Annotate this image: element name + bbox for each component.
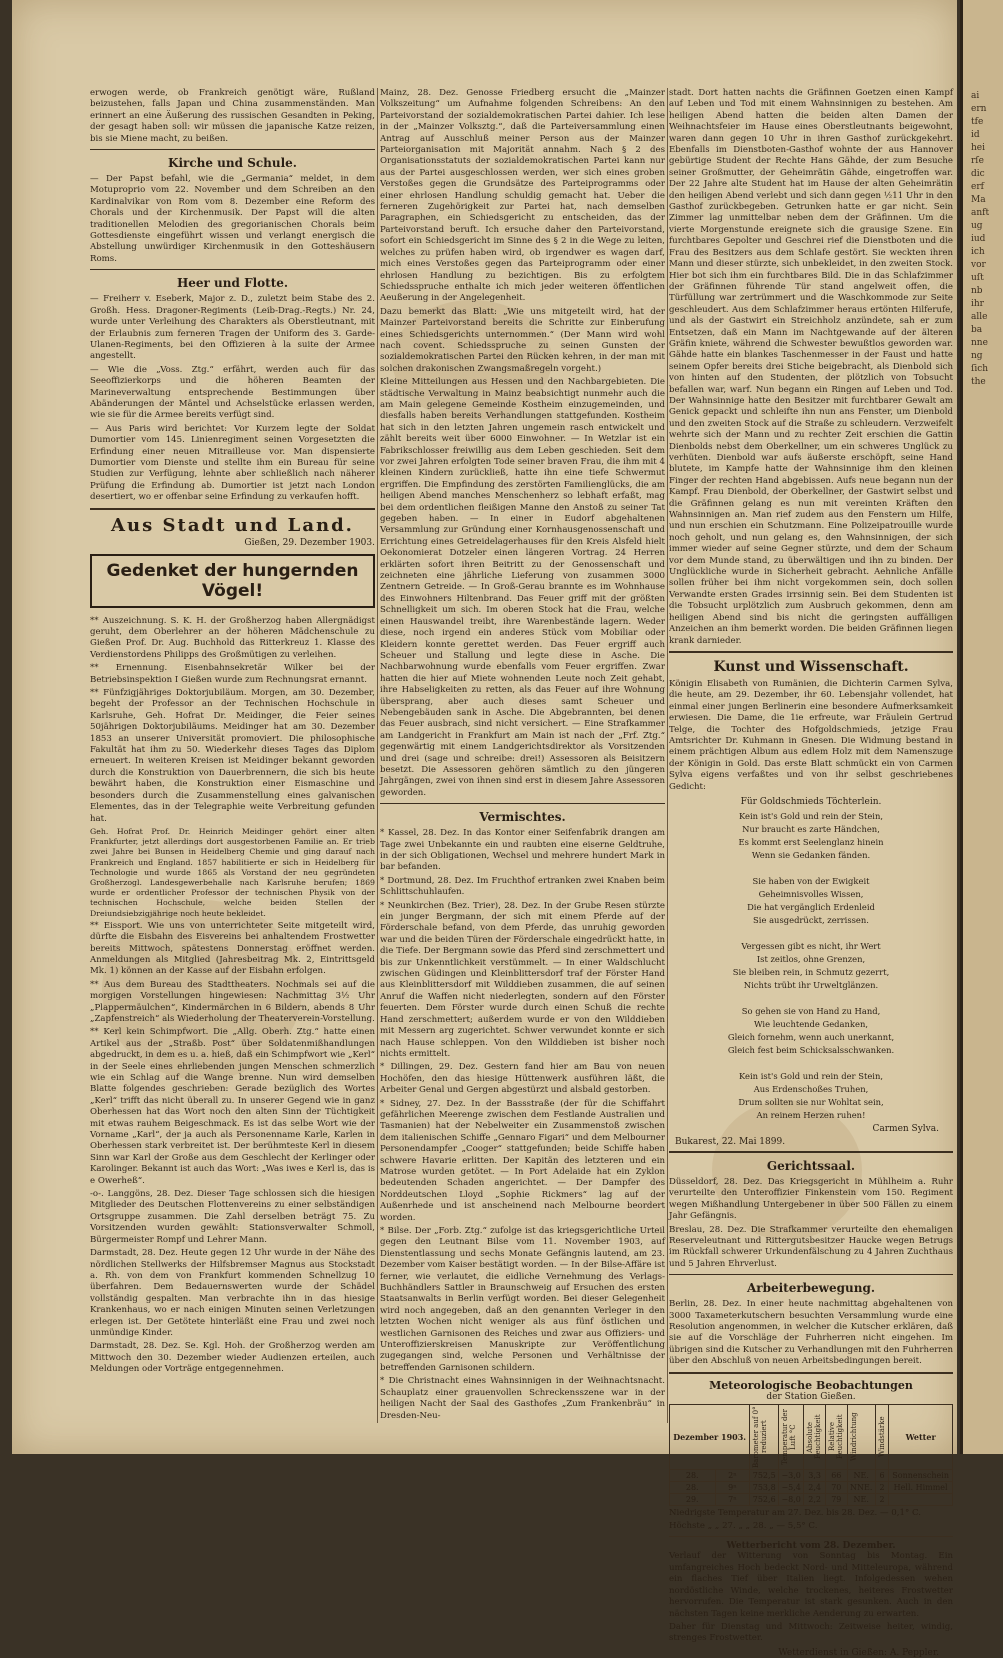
weather-cell: 2ⁿ [715, 1469, 750, 1481]
article-text: * Dillingen, 29. Dez. Gestern fand hier am Bau von neuen Hochöfen, den das hiesige Hüttenwerk ausführen läßt, die Arbeiter Genal und Gergen abgestürzt und alsbald gestorben. [380, 1062, 665, 1096]
edge-fragment: erf [971, 182, 984, 192]
poem-line: An reinem Herzen ruhen! [756, 1109, 866, 1120]
divider [669, 1151, 953, 1153]
weather-col-header: Absolute Feuchtigkeit [804, 1404, 826, 1469]
poem-line: Es kommt erst Seelenglanz hinein [738, 836, 884, 847]
column-3 [669, 88, 953, 1658]
section-heading: Heer und Flotte. [176, 276, 289, 291]
weather-max-temp: Höchste „ „ 27. „ „ 28. „ — 5,5° C. [669, 1521, 818, 1532]
weather-cell: 28. [670, 1481, 716, 1493]
weather-col-header: Relative Feuchtigkeit [825, 1404, 847, 1469]
poem-line: Kein ist's Gold und rein der Stein, [738, 1070, 884, 1081]
weather-cell: 2,4 [804, 1481, 826, 1493]
weather-table-subtitle: der Station Gießen. [766, 1391, 856, 1402]
article-text: — Wie die „Voss. Ztg.“ erfährt, werden auch für das Seeoffizierkorps und die höheren Beamten der Marineverwaltung entsprechende Bestimmungen über Abänderungen der Mäntel und Achselstücke erlassen werden, wie sie für die Armee bereits verfügt sind. [90, 364, 375, 421]
article-text: Berlin, 28. Dez. In einer heute nachmittag abgehaltenen von 3000 Taxameterkutschern besuchten Versammlung wurde eine Resolution angenommen, in welcher die Kutscher erklären, daß sie auf die Vorschläge der Fuhrherren nicht eingehen. Im übrigen sind die Kutscher zu Verhandlungen mit den Fuhrherren über den Abschluß von neuen Arbeitsbedingungen bereit. [669, 1299, 953, 1367]
article-text: ** Eissport. Wie uns von unterrichteter Seite mitgeteilt wird, dürfte die Eisbahn des Eisvereins bei anhaltendem Frostwetter bereits Mittwoch, spätestens Donnerstag eröffnet werden. Anmeldungen als Mitglied (Jahresbeitrag Mk. 2, Eintrittsgeld Mk. 1) können an der Kasse auf der Eisbahn erfolgen. [90, 920, 375, 977]
weather-col-header: Temperatur der Luft °C [779, 1404, 804, 1469]
edge-fragment: dic [971, 169, 985, 179]
article-text: ** Aus dem Bureau des Stadttheaters. Nochmals sei auf die morgigen Vorstellungen hingewiesen: Nachmittag 3½ Uhr „Plappermäulchen“, Kindermärchen in 6 Bildern, abends 8 Uhr „Zapfenstreich“ als Wiederholung der Theaterverein-Vorstellung. [90, 979, 375, 1024]
poem-line: Nichts trübt ihr Urweltglänzen. [743, 979, 879, 990]
section-heading: Kirche und Schule. [168, 156, 297, 171]
edge-fragment: hei [971, 143, 986, 153]
poem-line: Die hat vergänglich Erdenleid [747, 901, 875, 912]
poem-line: Vergessen gibt es nicht, ihr Wert [741, 940, 881, 951]
poem-line: Sie ausgedrückt, zerrissen. [753, 914, 869, 925]
adjacent-page-edge [960, 0, 1003, 1454]
weather-cell [889, 1493, 953, 1505]
weather-cell: 753,8 [750, 1481, 779, 1493]
article-text: stadt. Dort hatten nachts die Gräfinnen Goetzen einen Kampf auf Leben und Tod mit einem Wahnsinnigen zu bestehen. Am heiligen Abend hatten die beiden alten Damen der Weihnachtsfeier im Hause eines Oberstleutnants beigewohnt, waren dann gegen 10 Uhr in ihren Gasthof zurückgekehrt. Ebenfalls im Dienstboten-Gasthof wohnte der aus Hannover gebürtige Student der Rechte Hans Gähde, der zum Besuche seiner Großmutter, der Geheimrätin Gähde, eingetroffen war. Der 22 Jahre alte Student hat im Hause der alten Geheimrätin den heiligen Abend verlebt und sich dann gegen ½11 Uhr in den Gasthof zurückbegeben. Getrunken hatte er gar nicht. Sein Zimmer lag unmittelbar neben dem der Gräfinnen. Um die vierte Morgenstunde ereignete sich die grausige Szene. Ein furchtbares Gepolter und Geschrei rief die Dienstboten und die Frau des Besitzers aus dem Schlafe gestört. Sie weckten ihren Mann und dieser stürzte, sich unbekleidet, in den zweiten Stock. Hier bot sich ihm ein furchtbares Bild. Die in das Schlafzimmer der Gräfinnen führende Tür stand angelweit offen, die Türfüllung war zertrümmert und die Waschkommode zur Seite geschleudert. Aus dem Schlafzimmer heraus ertönten Hilferufe, und als der Gastwirt ein Streichholz anzündete, sah er zum Entsetzen, daß ein Mann im Nachtgewande auf der älteren Gräfin kniete, während die Schwester bewußtlos geworden war. Gähde hatte ein blankes Taschenmesser in der Faust und hatte seinem Opfer bereits drei Stiche beigebracht, als Dienbold sich von hinten auf den Studenten, der plötzlich von Tobsucht befallen war, warf. Nun begann ein Ringen auf Leben und Tod. Der Wahnsinnige hatte den Besitzer mit furchtbarer Gewalt am Genick gepackt und schleifte ihn nun ans Fenster, um Dienbold und den zweiten Stock auf die Straße zu schleudern. Verzweifelt wehrte sich der Mann und zu rechter Zeit erschien die Gattin Dienbolds nebst dem Oberkellner, um ein schweres Unglück zu verhüten. Dienbold war aufs äußerste erschöpft, seine Hand blutete, im Kampfe hatte der Wahnsinnige ihm den kleinen Finger der rechten Hand abgebissen. Aufs neue begann nun der Kampf. Frau Dienbold, der Oberkellner, der Gastwirt selbst und die Gräfinnen gelang es nun mit vereinten Kräften den Wahnsinnigen an. Man rief zudem aus den Fenstern um Hilfe, und nun erschien ein Schutzmann. Eine Polizeipatrouille wurde noch geholt, und nun gelang es, den Wahnsinnigen, der sich immer wieder auf seine Gegner stürzte, und dem der Schaum vor dem Munde stand, zu überwältigen und ihn zu binden. Der Unglückliche wurde in Sicherheit gebracht. Aehnliche Anfälle sollen früher bei ihm nicht vorgekommen sein, doch sollen Verwandte ersten Grades irrsinnig sein. Bei dem Studenten ist die Tobsucht urplötzlich zum Ausbruch gekommen, denn am heiligen Abend sind bis nicht die geringsten auffälligen Anzeichen an ihm bemerkt worden. Die beiden Gräfinnen liegen krank darnieder. [669, 88, 953, 646]
poem-line: Gleich fornehm, wenn auch unerkannt, [727, 1031, 895, 1042]
edge-fragment: iud [971, 234, 986, 244]
weather-col-header: Barometer auf 0° reduziert [750, 1404, 779, 1469]
edge-fragment: ihr [971, 299, 984, 309]
article-text: * Dortmund, 28. Dez. Im Fruchthof ertranken zwei Knaben beim Schlittschuhlaufen. [380, 875, 665, 898]
section-heading: Kunst und Wissenschaft. [713, 658, 909, 675]
weather-cell: NE. [847, 1493, 875, 1505]
article-text: * Neunkirchen (Bez. Trier), 28. Dez. In der Grube Resen stürzte ein junger Bergmann, der sich mit einem Pferde auf der Förderschale befand, von dem Pferde, das unruhig geworden war und die beiden Türen der Förderschale eingedrückt hatte, in die Tiefe. Der Bergmann sowie das Pferd sind zerschmettert und bis zur Unkenntlichkeit verstümmelt. — In einer Waldschlucht zwischen Güdingen und Kleinblittersdorf traf der Förster Hand aus Kleinblittersdorf mit Wilddieben zusammen, die auf seinen Anruf die Waffen nicht niederlegten, sondern auf den Förster feuerten. Dem Förster wurde durch einen Schuß die rechte Hand zerschmettert; außerdem wurde er von den Wilddieben mit Messern arg zugerichtet. Schwer verwundet konnte er sich nach Hause schleppen. Von den Wilddieben ist bisher noch nichts ermittelt. [380, 900, 665, 1059]
article-text: — Freiherr v. Eseberk, Major z. D., zuletzt beim Stabe des 2. Großh. Hess. Dragoner-Regiments (Leib-Drag.-Regts.) Nr. 24, wurde unter Verleihung des Charakters als Oberstleutnant, mit der Erlaubnis zum ferneren Tragen der Uniform des 3. Garde-Ulanen-Regiments, bei den Offizieren à la suite der Armee angestellt. [90, 294, 375, 362]
article-text: erwogen werde, ob Frankreich genötigt wäre, Rußland beizustehen, falls Japan und China zusammenständen. Man erinnert an eine Äußerung des russischen Gesandten in Peking, der gesagt haben soll: wir müssen die japanische Katze reizen, bis sie Miene macht, zu beißen. [90, 88, 375, 144]
edge-fragment: ai [971, 91, 980, 101]
weather-cell: Hell. Himmel [889, 1481, 953, 1493]
poem-line: Sie haben von der Ewigkeit [752, 875, 870, 886]
poem-line: Wie leuchtende Gedanken, [753, 1018, 869, 1029]
section-heading: Aus Stadt und Land. [111, 514, 354, 536]
weather-min-temp: Niedrigste Temperatur am 27. Dez. bis 28. Dez. — 0,1° C. [669, 1507, 921, 1518]
article-text: — Aus Paris wird berichtet: Vor Kurzem legte der Soldat Dumortier vom 145. Linienregiment seinen Vorgesetzten die Erfindung einer neuen Mitrailleuse vor. Man dispensierte Dumortier vom Dienste und stellte ihm ein Bureau für seine Studien zur Verfügung, lehnte aber schließlich nach näherer Prüfung die Erfindung ab. Dumortier ist jetzt nach London desertiert, wo er offenbar seine Erfindung zu verkaufen hofft. [90, 423, 375, 503]
article-text: ** Kerl kein Schimpfwort. Die „Allg. Oberh. Ztg.“ hatte einen Artikel aus der „Straßb. Post“ über Soldatenmißhandlungen abgedruckt, in dem es u. a. hieß, daß ein Schimpfwort wie „Kerl“ in der Seele eines ehrliebenden jungen Menschen schmerzlich wie ein Schlag auf die Wange brenne. Nun wird demselben Blatte folgendes geschrieben: Gerade bezüglich des Wortes „Kerl“ trifft das nicht überall zu. In unserer Gegend wie in ganz Oberhessen hat das Wort noch den alten Sinn der Tüchtigkeit mit etwas rauhem Beigeschmack. Es ist das selbe Wort wie der Vorname „Karl“, der ja auch als Personenname Karle, Karlen in Oberhessen stark verbreitet ist. Der berühmteste Kerl in diesem Sinn war Karl der Große aus dem Geschlecht der Kerlinger oder Karolinger. Bekannt ist auch das Wort: „Was iwes e Kerl is, das is e Owerheß“. [90, 1027, 375, 1186]
column-2 [380, 88, 665, 1428]
weather-cell: 6 [875, 1469, 888, 1481]
section-heading: Arbeiterbewegung. [746, 1281, 876, 1296]
section-heading: Vermischtes. [479, 810, 566, 825]
article-text: Breslau, 28. Dez. Die Strafkammer verurteilte den ehemaligen Reserveleutnant und Rittergutsbesitzer Haucke wegen Betrugs im Rückfall schwerer Urkundenfälschung zu 4 Jahren Zuchthaus und 5 Jahren Ehrverlust. [669, 1224, 953, 1269]
forecast-text: Verlauf der Witterung von Sonntag bis Montag. Ein umfangreiches Hoch bedeckt Nord- und Mitteleuropa, während ein flaches Tief über Italien liegt. Infolgedessen wehen nordöstliche Winde, welche trockenes, heiteres Frostwetter hervorrufen. Die Temperatur ist stark gesunken. Auch in den nächsten Tagen keine merkliche Aenderung zu erwarten. [669, 1551, 953, 1619]
article-text: Darmstadt, 28. Dez. Heute gegen 12 Uhr wurde in der Nähe des nördlichen Stellwerks der Hilfsbremser Magnus aus Stockstadt a. Rh. von dem von Frankfurt kommenden Schnellzug 10 überfahren. Dem Bedauernswerten wurde der Schädel vollständig gespalten. Man verbrachte ihn in das hiesige Krankenhaus, wo er nach einigen Minuten seinen Verletzungen erlegen ist. Der Getötete hinterläßt eine Frau und zwei noch unmündige Kinder. [90, 1248, 375, 1338]
edge-fragment: nne [971, 338, 988, 348]
article-text: -o-. Langgöns, 28. Dez. Dieser Tage schlossen sich die hiesigen Mitglieder des Deutschen Flottenvereins zu einer selbständigen Ortsgruppe zusammen. Die Zahl derselben beträgt 75. Zu Vorsitzenden wurden gewählt: Stationsverwalter Schmoll, Bürgermeister Rompf und Lehrer Mann. [90, 1189, 375, 1245]
weather-cell: −3,0 [779, 1469, 804, 1481]
poem-line: Aus Erdenschoßes Truhen, [753, 1083, 869, 1094]
divider [669, 1536, 953, 1537]
weather-cell: 3,3 [804, 1469, 826, 1481]
article-text: * Kassel, 28. Dez. In das Kontor einer Seifenfabrik drangen am Tage zwei Unbekannte ein und raubten eine eiserne Geldtruhe, in der sich Obligationen, Wechsel und mehrere hundert Mark in bar befanden. [380, 828, 665, 873]
article-text: — Der Papst befahl, wie die „Germania“ meldet, in dem Motuproprio vom 22. November und dem Schreiben an den Kardinalvikar von Rom vom 8. Dezember eine Reform des Chorals und der Kirchenmusik. Der Papst will die alten traditionellen Melodien des gregorianischen Chorals beim Gottesdienste eingeführt wissen und verlangt energisch die Abstellung unwürdiger Kirchenmusik in den Gotteshäusern Roms. [90, 174, 375, 264]
divider [669, 1372, 953, 1374]
column-1 [90, 88, 375, 1428]
edge-fragment: Ma [971, 195, 986, 205]
weather-cell: 9ⁿ [715, 1481, 750, 1493]
article-text: * Bilse. Der „Forb. Ztg.“ zufolge ist das kriegsgerichtliche Urteil gegen den Leutnant Bilse vom 11. November 1903, auf Dienstentlassung und sechs Monate Gefängnis lautend, am 23. Dezember vom Kaiser bestätigt worden. — In der Bilse-Affäre ist ferner, wie verlautet, die eidliche Vernehmung des Verlags-Buchhändlers Sattler in Braunschweig auf Ersuchen des ersten Staatsanwalts in Berlin verfügt worden. Bei dieser Gelegenheit wird noch angegeben, daß an den genannten Verleger in den letzten Wochen nicht weniger als aus fünf östlichen und westlichen Garnisonen des Reiches und zwar aus Offiziers- und Unteroffizierskreisen Manuskripte zur Veröffentlichung zugegangen sind, welche Personen und Verhältnisse der betreffenden Garnisonen schildern. [380, 1226, 665, 1373]
edge-fragment: vor [971, 260, 986, 270]
weather-cell: NNE. [847, 1481, 875, 1493]
poem-line [669, 1058, 953, 1069]
weather-cell: NE. [847, 1469, 875, 1481]
article-text: Königin Elisabeth von Rumänien, die Dichterin Carmen Sylva, die heute, am 29. Dezember, ihr 60. Lebensjahr vollendet, hat einmal einer jungen Berlinerin eine besondere Aufmerksamkeit erwiesen. Die Dame, die 1ie erfreute, war Fräulein Gertrud Telge, die Tochter des Hofgoldschmieds, jetzige Frau Amtsrichter Dr. Kuhmann in Gnesen. Die Widmung bestand in einem prächtigen Album aus edlem Holz mit dem Namenszuge der Königin in Gold. Das erste Blatt schmückt ein von Carmen Sylva eigens verfaßtes und von ihr selbst geschriebenes Gedicht: [669, 678, 953, 792]
poem-line: Wenn sie Gedanken fänden. [751, 849, 871, 860]
weather-cell: −8,0 [779, 1493, 804, 1505]
article-text: * Sidney, 27. Dez. In der Bassstraße (der für die Schiffahrt gefährlichen Meerenge zwischen dem Festlande Australien und Tasmanien) hat der Nebelweiter ein Zusammenstoß zwischen dem italienischen Schiffe „Gennaro Figari“ und dem Melbourner Personendampfer „Cooger“ stattgefunden; beide Schiffe haben schwere Havarie erlitten. Der Kapitän des letzteren und ein Matrose wurden getötet. — In Port Adelaide hat ein Zyklon bedeutenden Schaden angerichtet. — Der Dampfer des Norddeutschen Lloyd „Sophie Rickmers“ lag auf der Außenrhede und ist anscheinend nach Melbourne beordert worden. [380, 1098, 665, 1223]
divider [90, 149, 375, 150]
forecast-signature: Wetterdienst in Gießen: A. Peppler. [778, 1647, 939, 1658]
weather-cell: 752,6 [750, 1493, 779, 1505]
poem-line: Geheimnisvolles Wissen, [758, 888, 864, 899]
poem-line: Kein ist's Gold und rein der Stein, [738, 810, 884, 821]
weather-cell: 70 [825, 1481, 847, 1493]
weather-cell: 2 [875, 1481, 888, 1493]
weather-cell: 2 [875, 1493, 888, 1505]
poem-line: Gleich fest beim Schicksalsschwanken. [727, 1044, 895, 1055]
poem-line: Nur braucht es zarte Händchen, [742, 823, 880, 834]
forecast-heading: Wetterbericht vom 28. Dezember. [726, 1541, 896, 1552]
weather-col-header: Wetter [889, 1404, 953, 1469]
weather-table [669, 1404, 953, 1506]
poem-line [669, 993, 953, 1004]
edge-fragment: nb [971, 286, 983, 296]
weather-col-header: Windrichtung [847, 1404, 875, 1469]
article-text: Düsseldorf, 28. Dez. Das Kriegsgericht in Mühlheim a. Ruhr verurteilte den Unteroffizier Finkenstein vom 150. Regiment wegen Mißhandlung Untergebener in über 500 Fällen zu einem Jahr Gefängnis. [669, 1176, 953, 1222]
article-text: Mainz, 28. Dez. Genosse Friedberg ersucht die „Mainzer Volkszeitung“ um Aufnahme folgenden Schreibens: An den Parteivorstand der sozialdemokratischen Partei dahier. Ich lese in der „Mainzer Volksztg.“, daß die Parteiversammlung einen Antrag auf Ausschluß meiner Person aus der Mainzer Parteiorganisation mit Majorität annahm. Nach § 2 des Organisationsstatuts der sozialdemokratischen Partei kann nur aus der Partei ausgeschlossen werden, wer sich eines groben Verstoßes gegen die Grundsätze des Parteiprogramms oder einer ehrlosen Handlung schuldig gemacht hat. Ueber die ferneren Zugehörigkeit zur Partei hat, nach demselben Paragraphen, ein Schiedsgericht zu entscheiden, das der Parteivorstand beruft. Ich ersuche daher den Parteivorstand, sofort ein Schiedsgericht im Sinne des § 2 in die Wege zu leiten, welches zu prüfen haben wird, ob irgendwer es wagen darf, mich eines Verstoßes gegen das Parteiprogramm oder einer ehrlosen Handlung zu bezichtigen. Bis zu erfolgtem Schiedsspruche enthalte ich mich jeder weiteren öffentlichen Aeußerung in der Angelegenheit. [380, 88, 665, 304]
article-text: ** Auszeichnung. S. K. H. der Großherzog haben Allergnädigst geruht, dem Oberlehrer an der höheren Mädchenschule zu Gießen Prof. Dr. Aug. Buchhold das Ritterkreuz 1. Klasse des Verdienstordens Philipps des Großmütigen zu verleihen. [90, 615, 375, 660]
section-heading: Gerichtssaal. [766, 1158, 856, 1173]
poem-place: Bukarest, 22. Mai 1899. [675, 1136, 786, 1147]
article-text: ** Ernennung. Eisenbahnsekretär Wilker bei der Betriebsinspektion I Gießen wurde zum Rechnungsrat ernannt. [90, 663, 375, 685]
poem [669, 811, 953, 1121]
article-text: Kleine Mitteilungen aus Hessen und den Nachbargebieten. Die städtische Verwaltung in Mainz beabsichtigt nunmehr auch die am Main gelegene Gemeinde Kostheim einzugemeinden, und diesfalls haben bereits Verhandlungen stattgefunden. Kostheim hat sich in den letzten Jahren ungemein rasch entwickelt und zählt bereits weit über 6000 Einwohner. — In Wetzlar ist ein Fabrikschlosser freiwillig aus dem Leben geschieden. Seit dem vor zwei Jahren erfolgten Tode seiner braven Frau, die ihm mit 4 kleinen Kindern zurückließ, hatte ihn eine tiefe Schwermut ergriffen. Die Empfindung des zerstörten Familienglücks, die am heiligen Abend manches Menschenherz so lebhaft erfaßt, mag bei dem ordentlichen fleißigen Manne den Anstoß zu seiner Tat gegeben haben. — In einer in Eudorf abgehaltenen Versammlung zur Gründung einer Kornhausgenossenschaft und Errichtung eines Getreidelagerhauses für den Kreis Alsfeld hielt Oekonomierat Dotzeler einen längeren Vortrag. 24 Herren erklärten sofort ihren Beitritt zu der Genossenschaft und zeichneten eine jährliche Lieferung von zusammen 3000 Zentnern Getreide. — In Groß-Gerau brannte es im Wohnhause des Einwohners Hiltenbrand. Das Feuer griff mit der größten Schnelligkeit um sich. Im oberen Stock hat die Frau, welche einen Hauswandel treibt, ihre Warenbestände lagern. Weder diese, noch irgend ein anderes Stück vom Mobiliar oder Kleidern konnte gerettet werden. Das Feuer ergriff auch Scheuer und Stallung und legte diese in Asche. Die Nachbarwohnung wurde ebenfalls vom Feuer ergriffen. Zwar hatten die hier auf Miete wohnenden Leute noch Zeit gehabt, ihre Habseligkeiten zu retten, als das Feuer auf ihre Wohnung übersprang, aber auch dieses samt Scheuer und Nebengebäuden sank in Asche. Die Abgebrannten, bei denen das Feuer ausbrach, sind nicht versichert. — Eine Strafkammer am Landgericht in Frankfurt am Main ist nach der „Frf. Ztg.“ gegenwärtig mit einem Landgerichtsdirektor als Vorsitzenden und drei (sage und schreibe: drei!) Assessoren als Beisitzern besetzt. Die Assessoren gehören sämtlich zu den jüngeren Jahrgängen, zwei von ihnen sind erst in diesem Jahre Assessoren geworden. [380, 377, 665, 798]
article-text: * Die Christnacht eines Wahnsinnigen in der Weihnachtsnacht. Schauplatz einer grauenvollen Schreckensszene war in der heiligen Nacht der Saal des Gasthofes „Zum Frankenbräu“ in Dresden-Neu- [380, 1376, 665, 1421]
edge-fragment: id [971, 130, 980, 140]
column-rule [667, 88, 668, 1423]
weather-row [670, 1469, 953, 1481]
forecast-text: Daher für Dienstag und Mittwoch: Zeitweise heiter, windig, strenges Frostwetter. [669, 1621, 953, 1644]
weather-col-header: Windstärke [875, 1404, 888, 1469]
article-text: ** Fünfzigjähriges Doktorjubiläum. Morgen, am 30. Dezember, begeht der Professor an der Technischen Hochschule in Karlsruhe, Geh. Hofrat Dr. Meidinger, die Feier seines 50jährigen Doktorjubiläums. Meidinger hat am 30. Dezember 1853 an unserer Universität promoviert. Die philosophische Fakultät hat ihm zu 50. Wiederkehr dieses Tages das Diplom erneuert. In weiteren Kreisen ist Meidinger bekannt geworden durch die Konstruktion von Dauerbrennern, die sich bis heute bewährt haben, die Konstruktion einer Eismaschine und besonders durch die Zusammenstellung eines galvanischen Elementes, das in der Telegraphie weite Verbreitung gefunden hat. [90, 688, 375, 824]
weather-cell: 28. [670, 1469, 716, 1481]
edge-fragment: ug [971, 221, 983, 231]
edge-fragment: ſich [971, 364, 989, 374]
weather-cell: 79 [825, 1493, 847, 1505]
poem-line: Drum sollten sie nur Wohltat sein, [738, 1096, 884, 1107]
weather-col-header: Dezember 1903. [670, 1404, 750, 1469]
edge-fragment: uſt [971, 273, 984, 283]
divider [90, 269, 375, 270]
poem-title: Für Goldschmieds Töchterlein. [740, 796, 882, 807]
article-text: Dazu bemerkt das Blatt: „Wie uns mitgeteilt wird, hat der Mainzer Parteivorstand bereits die Schritte zur Einberufung eines Schiedsgerichts unternommen.“ (Der Mann wird wohl nach covent. Schiedsspruche zu seinen Gunsten der sozialdemokratischen Partei den Rücken kehren, in der man mit solchen drakonischen Zwangsmaßregeln vorgeht.) [380, 306, 665, 374]
weather-row [670, 1493, 953, 1505]
poem-line: So gehen sie von Hand zu Hand, [741, 1005, 881, 1016]
edge-fragment: ich [971, 247, 985, 257]
divider [669, 1274, 953, 1275]
weather-row [670, 1481, 953, 1493]
poem-line [669, 928, 953, 939]
weather-cell: 752,5 [750, 1469, 779, 1481]
divider [669, 651, 953, 653]
appeal-box: Gedenket der hungernden Vögel! [90, 554, 375, 608]
edge-fragment: ba [971, 325, 983, 335]
edge-fragment: anft [971, 208, 990, 218]
weather-cell: 7ⁿ [715, 1493, 750, 1505]
poem-line: Ist zeitlos, ohne Grenzen, [756, 953, 866, 964]
weather-table-title: Meteorologische Beobachtungen [709, 1378, 913, 1392]
weather-cell: −5,4 [779, 1481, 804, 1493]
newspaper-page [12, 0, 957, 1658]
edge-fragment: the [971, 377, 986, 387]
edge-fragment: ng [971, 351, 983, 361]
weather-cell: 29. [670, 1493, 716, 1505]
edge-fragment: ern [971, 104, 987, 114]
edge-fragment: tfe [971, 117, 984, 127]
weather-cell: 2,2 [804, 1493, 826, 1505]
edge-fragment: rſe [971, 156, 984, 166]
dateline: Gießen, 29. Dezember 1903. [244, 537, 375, 548]
column-rule [377, 88, 378, 1423]
poem-line [669, 863, 953, 874]
edge-fragment: alle [971, 312, 988, 322]
divider [90, 508, 375, 510]
article-text: Darmstadt, 28. Dez. Se. Kgl. Hoh. der Großherzog werden am Mittwoch den 30. Dezember wieder Audienzen erteilen, auch Meldungen oder Vorträge entgegennehmen. [90, 1341, 375, 1375]
weather-cell: 66 [825, 1469, 847, 1481]
poem-signature: Carmen Sylva. [872, 1123, 939, 1134]
article-text: Geh. Hofrat Prof. Dr. Heinrich Meidinger gehört einer alten Frankfurter, jetzt allerdings dort ausgestorbenen Familie an. Er trieb zwei Jahre bei Bunsen in Heidelberg Chemie und ging darauf nach Frankreich und England. 1857 habilitierte er sich in Heidelberg für Technologie und wurde 1865 als Vorstand der neu gegründeten Großherzogl. Landesgewerbehalle nach Karlsruhe berufen; 1869 wurde er ordentlicher Professor der technischen Physik von der technischen Hochschule, welche beiden Stellen der Dreiundsiebzigjährige noch heute bekleidet. [90, 826, 375, 918]
weather-cell: Sonnenschein [889, 1469, 953, 1481]
divider [380, 803, 665, 804]
poem-line: Sie bleiben rein, in Schmutz gezerrt, [732, 966, 890, 977]
